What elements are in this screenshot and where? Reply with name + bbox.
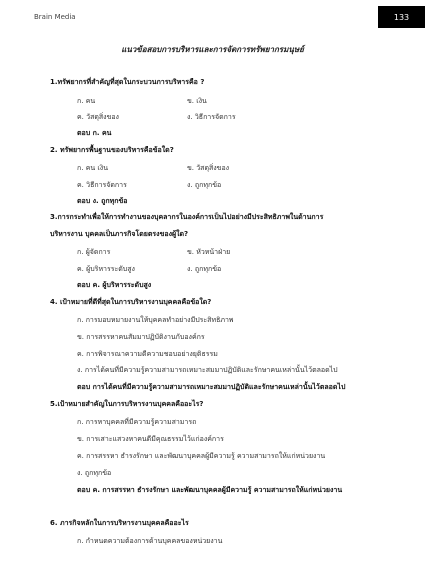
question-2: 2. ทรัพยากรพื้นฐานของบริหารคือข้อใด? xyxy=(50,146,174,154)
q2-option-a: ก. คน เงิน xyxy=(77,164,108,172)
q3-answer: ตอบ ค. ผู้บริหารระดับสูง xyxy=(77,281,152,289)
q1-answer: ตอบ ก. คน xyxy=(77,129,112,137)
q3-option-c: ค. ผู้บริหารระดับสูง xyxy=(77,265,135,273)
q4-option-c: ค. การพิจารณาความดีความชอบอย่างยุติธรรม xyxy=(77,350,218,358)
question-1: 1.ทรัพยากรที่สำคัญที่สุดในกระบวนการบริหารคือ ? xyxy=(50,78,205,86)
header-brand: Brain Media xyxy=(34,13,76,21)
q4-answer: ตอบ การได้คนที่มีความรู้ความสามารถเหมาะสมมาปฏิบัติและรักษาคนเหล่านั้นไว้ตลอดไป xyxy=(77,383,346,391)
q3-option-d: ง. ถูกทุกข้อ xyxy=(187,265,222,273)
q2-answer: ตอบ ง. ถูกทุกข้อ xyxy=(77,197,128,205)
q4-option-a: ก. การมอบหมายงานให้บุคคลทำอย่างมีประสิทธิภาพ xyxy=(77,316,234,324)
page-number: 133 xyxy=(378,6,425,28)
q4-option-b: ข. การสรรหาคนสัมมาปฏิบัติงานกับองค์กร xyxy=(77,333,205,341)
q2-option-d: ง. ถูกทุกข้อ xyxy=(187,181,222,189)
question-3-line-2: บริหารงาน บุคคลเป็นภารกิจโดยตรงของผู้ใด? xyxy=(50,230,189,238)
q2-option-c: ค. วิธีการจัดการ xyxy=(77,181,127,189)
q1-option-b: ข. เงิน xyxy=(187,97,207,105)
q1-option-c: ค. วัสดุสิ่งของ xyxy=(77,113,119,121)
question-5: 5.เป้าหมายสำคัญในการบริหารงานบุคคลคืออะไร? xyxy=(50,400,204,408)
q5-option-a: ก. การหาบุคคลที่มีความรู้ความสามารถ xyxy=(77,418,197,426)
q5-option-c: ค. การสรรหา ธำรงรักษา และพัฒนาบุคคลผู้มีความรู้ ความสามารถให้แก่หน่วยงาน xyxy=(77,452,326,460)
q5-answer: ตอบ ค. การสรรหา ธำรงรักษา และพัฒนาบุคคลผู้มีความรู้ ความสามารถให้แก่หน่วยงาน xyxy=(77,486,343,494)
q1-option-a: ก. คน xyxy=(77,97,96,105)
q3-option-a: ก. ผู้จัดการ xyxy=(77,248,111,256)
q5-option-d: ง. ถูกทุกข้อ xyxy=(77,469,112,477)
question-6: 6. ภารกิจหลักในการบริหารงานบุคคลคืออะไร xyxy=(50,519,189,527)
q6-option-a: ก. กำหนดความต้องการด้านบุคคลของหน่วยงาน xyxy=(77,537,223,545)
question-4: 4. เป้าหมายที่ดีที่สุดในการบริหารงานบุคคลคือข้อใด? xyxy=(50,298,212,306)
q3-option-b: ข. หัวหน้าฝ่าย xyxy=(187,248,231,256)
q4-option-d: ง. การได้คนที่มีความรู้ความสามารถเหมาะสมมาปฏิบัติและรักษาคนเหล่านั้นไว้ตลอดไป xyxy=(77,366,338,374)
q2-option-b: ข. วัสดุสิ่งของ xyxy=(187,164,230,172)
q5-option-b: ข. การเสาะแสวงหาคนดีมีคุณธรรมไว้แก่องค์การ xyxy=(77,435,224,443)
question-3-line-1: 3.การกระทำเพื่อให้การทำงานของบุคลากรในองค์การเป็นไปอย่างมีประสิทธิภาพในด้านการ xyxy=(50,213,324,221)
page-title: แนวข้อสอบการบริหารและการจัดการทรัพยากรมนุษย์ xyxy=(121,45,304,54)
q1-option-d: ง. วิธีการจัดการ xyxy=(187,113,236,121)
